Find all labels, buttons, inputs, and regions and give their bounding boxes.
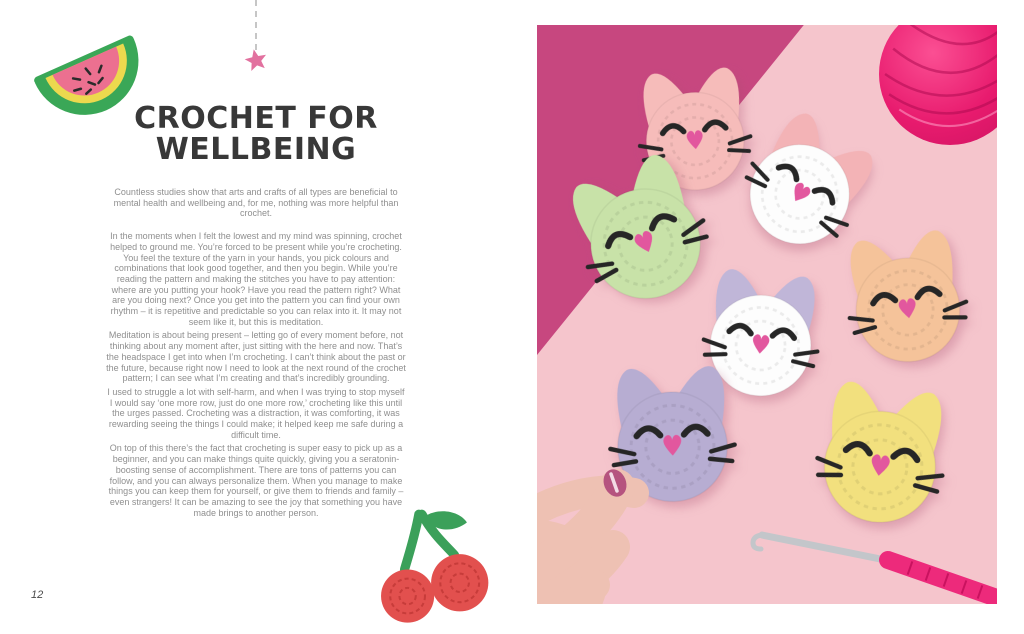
hand <box>537 387 669 604</box>
paragraph-2: Meditation is about being present – letting go of every moment before, not thinking about any moment after, just sitting with the here and now. That’s the headspace I get into when I’m crocheting. I can’t think about the past or the future, because right now I need to look at the next round of the crochet pattern; I can see what I’m creating and that’s incredibly grounding. <box>106 330 406 384</box>
body-text <box>106 187 406 521</box>
crochet-cat-peach <box>827 217 985 375</box>
paragraph-3: I used to struggle a lot with self-harm, and when I was trying to stop myself I would say ‘one more row, just do one more row,’ crocheting like this until the urges passed. Crocheting was a distraction, it was comforting, it was rewarding seeing the things I could make; it helped keep me safe during a difficult time. <box>107 386 405 440</box>
title-line-1: CROCHET FOR <box>134 101 378 136</box>
page-number: 12 <box>31 589 44 601</box>
hook-handle <box>888 560 994 597</box>
hook-shaft <box>762 535 890 561</box>
fingers <box>537 487 634 604</box>
cherries-applique-icon <box>380 502 518 632</box>
star-icon <box>242 46 270 74</box>
paragraph-1: In the moments when I felt the lowest and my mind was spinning, crochet helped to ground me. You’re forced to be present while you’re crocheting. You feel the texture of the yarn in your hands, you pick colours and combinations that look good together, and then you begin. While you’re reading the pattern and making the stitches you have to pay attention: where are you putting your hook? Have you read the pattern right? What are you doing next? Once you get into the pattern you can find your own rhythm – it is repetitive and predictable so you can relax into it. It may not seem like it, but this is meditation. <box>110 231 402 327</box>
title-line-2: WELLBEING <box>155 132 357 167</box>
photo-crochet-cats <box>537 25 997 604</box>
crochet-cat-yellow <box>797 367 966 536</box>
page-title <box>0 103 512 165</box>
yarn-ball <box>879 25 997 145</box>
hanging-string <box>255 0 257 50</box>
paragraph-4: On top of this there’s the fact that crocheting is super easy to pick up as a beginner, and you can make things quite quickly, giving you a seratonin-boosting sense of accomplishment. There are tons of patterns you can follow, and you can always personalize them. When you manage to make things you can keep them for yourself, or give them to friends and family – even strangers! It can be amazing to see the joy that something you have made brings to another person. <box>108 443 404 518</box>
intro-paragraph: Countless studies show that arts and crafts of all types are beneficial to mental health and wellbeing and, for me, nothing was more helpful than crochet. <box>113 187 399 219</box>
crochet-hook <box>732 517 997 604</box>
